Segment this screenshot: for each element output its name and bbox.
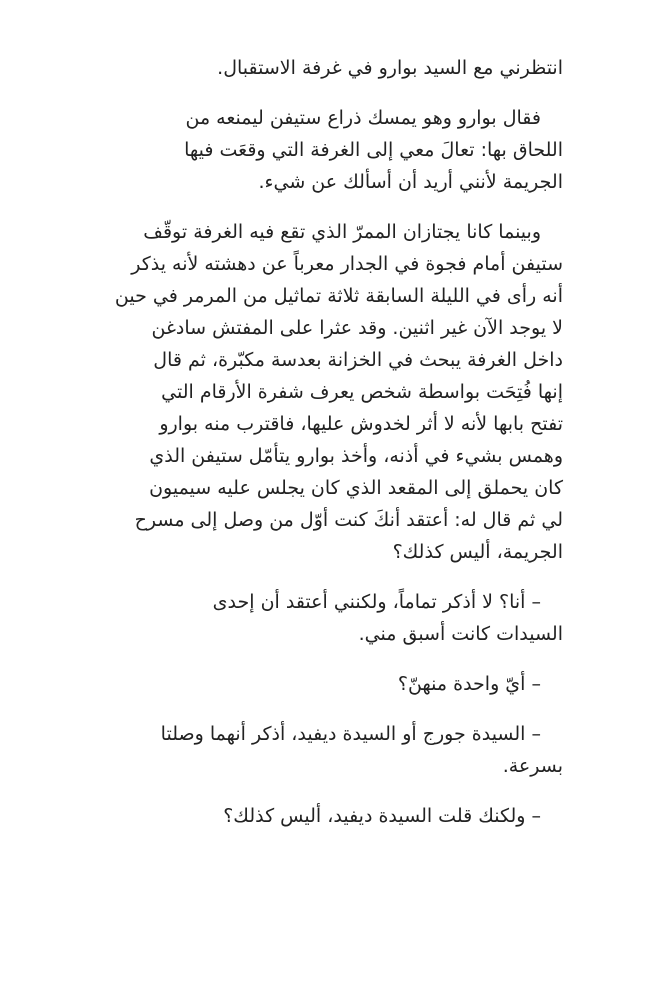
text-line: كان يحملق إلى المقعد الذي كان يجلس عليه سيميون — [149, 477, 563, 499]
text-line: – أيّ واحدة منهنّ؟ — [397, 673, 541, 695]
dialogue-line-1 — [86, 586, 563, 650]
text-line: أنه رأى في الليلة السابقة ثلاثة تماثيل من المرمر في حين — [114, 285, 563, 307]
text-line: بسرعة. — [502, 755, 563, 777]
dialogue-line-2 — [86, 668, 563, 700]
text-line: فقال بوارو وهو يمسك ذراع ستيفن ليمنعه من — [185, 107, 541, 129]
dialogue-line-3 — [86, 718, 563, 782]
text-line: تفتح بابها لأنه لا أثر لخدوش عليها، فاقترب منه بوارو — [159, 413, 563, 435]
text-line: انتظرني مع السيد بوارو في غرفة الاستقبال. — [217, 57, 563, 79]
paragraph-1 — [86, 52, 563, 84]
text-line: – ولكنك قلت السيدة ديفيد، أليس كذلك؟ — [223, 805, 541, 827]
text-line: – السيدة جورج أو السيدة ديفيد، أذكر أنهما وصلتا — [160, 723, 541, 745]
text-line: إنها فُتِحَت بواسطة شخص يعرف شفرة الأرقام التي — [161, 381, 563, 403]
paragraph-2 — [86, 102, 563, 198]
text-line: الجريمة، أليس كذلك؟ — [392, 541, 563, 563]
text-line: داخل الغرفة يبحث في الخزانة بعدسة مكبّرة، ثم قال — [153, 349, 563, 371]
text-line: وهمس بشيء في أذنه، وأخذ بوارو يتأمّل ستيفن الذي — [149, 445, 563, 467]
text-line: وبينما كانا يجتازان الممرّ الذي تقع فيه الغرفة توقّف — [143, 221, 541, 243]
text-line: الجريمة لأنني أريد أن أسألك عن شيء. — [258, 171, 563, 193]
dialogue-line-4 — [86, 800, 563, 832]
text-line: اللحاق بها: تعالَ معي إلى الغرفة التي وقعَت فيها — [184, 139, 563, 161]
paragraph-3 — [86, 216, 563, 568]
text-line: السيدات كانت أسبق مني. — [358, 623, 563, 645]
text-line: – أنا؟ لا أذكر تماماً، ولكنني أعتقد أن إحدى — [212, 591, 541, 613]
text-line: ستيفن أمام فجوة في الجدار معرباً عن دهشته لأنه يذكر — [131, 253, 563, 275]
text-line: لا يوجد الآن غير اثنين. وقد عثرا على المفتش سادغن — [151, 317, 563, 339]
text-line: لي ثم قال له: أعتقد أنكَ كنت أوّل من وصل إلى مسرح — [134, 509, 563, 531]
